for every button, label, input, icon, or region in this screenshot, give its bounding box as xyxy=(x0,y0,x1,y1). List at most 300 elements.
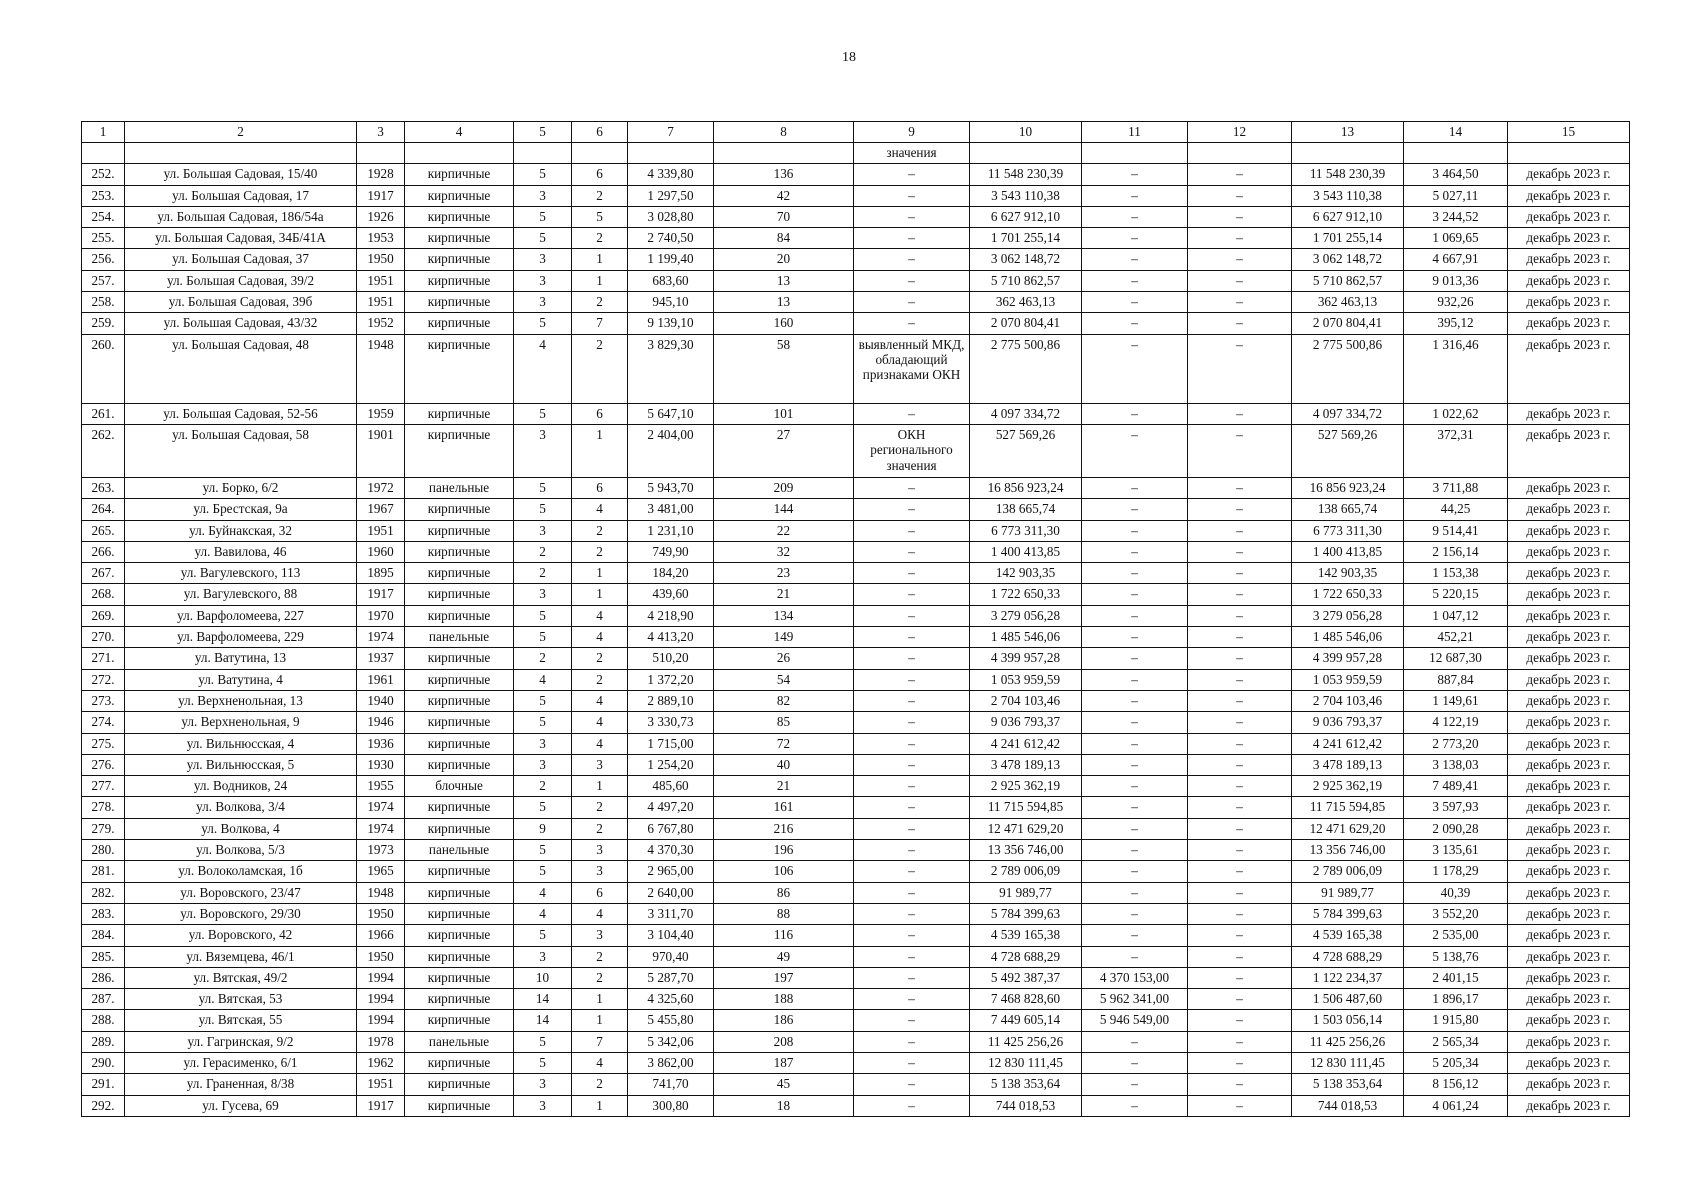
table-row xyxy=(82,520,1630,541)
table-cell: 5 xyxy=(514,605,572,626)
table-row xyxy=(82,185,1630,206)
table-cell: 452,21 xyxy=(1404,627,1508,648)
table-cell: – xyxy=(1082,882,1188,903)
table-cell: 11 548 230,39 xyxy=(970,164,1082,185)
table-cell: 527 569,26 xyxy=(970,424,1082,477)
table-cell: 2 xyxy=(572,797,628,818)
table-cell: ул. Волоколамская, 1б xyxy=(125,861,357,882)
table-cell: 3 xyxy=(514,424,572,477)
table-cell: ул. Вагулевского, 88 xyxy=(125,584,357,605)
table-row xyxy=(82,403,1630,424)
table-cell: 44,25 xyxy=(1404,499,1508,520)
table-cell: 3 062 148,72 xyxy=(970,249,1082,270)
table-cell: декабрь 2023 г. xyxy=(1508,424,1630,477)
table-cell: ул. Воровского, 29/30 xyxy=(125,903,357,924)
table-cell: 290. xyxy=(82,1052,125,1073)
table-cell: 106 xyxy=(714,861,854,882)
table-row xyxy=(82,584,1630,605)
table-cell: ул. Вагулевского, 113 xyxy=(125,563,357,584)
table-row xyxy=(82,967,1630,988)
table-cell: 3 xyxy=(514,185,572,206)
table-cell: – xyxy=(854,1052,970,1073)
table-cell: 1951 xyxy=(357,292,405,313)
table-cell: – xyxy=(1082,690,1188,711)
table-cell: – xyxy=(1082,206,1188,227)
table-cell: 285. xyxy=(82,946,125,967)
table-cell: ул. Варфоломеева, 227 xyxy=(125,605,357,626)
table-cell: 4 399 957,28 xyxy=(1292,648,1404,669)
table-cell: 5 138 353,64 xyxy=(970,1074,1082,1095)
table-cell: выявленный МКД, обладающий признаками ОКН xyxy=(854,334,970,403)
table-cell: – xyxy=(854,477,970,498)
table-cell: 3 138,03 xyxy=(1404,754,1508,775)
table-cell: кирпичные xyxy=(405,861,514,882)
table-cell: – xyxy=(1082,903,1188,924)
table-cell: – xyxy=(854,520,970,541)
table-cell: 196 xyxy=(714,840,854,861)
table-cell: 9 036 793,37 xyxy=(970,712,1082,733)
table-row xyxy=(82,946,1630,967)
table-cell: – xyxy=(1082,334,1188,403)
table-cell: – xyxy=(1188,797,1292,818)
table-cell: 1917 xyxy=(357,185,405,206)
table-cell: декабрь 2023 г. xyxy=(1508,334,1630,403)
table-cell: 1955 xyxy=(357,776,405,797)
table-cell: 9 xyxy=(514,818,572,839)
column-header: 12 xyxy=(1188,122,1292,143)
table-cell: – xyxy=(854,861,970,882)
table-cell: ул. Ватутина, 13 xyxy=(125,648,357,669)
table-cell: 4 218,90 xyxy=(628,605,714,626)
table-cell: 2 xyxy=(514,648,572,669)
table-cell: декабрь 2023 г. xyxy=(1508,563,1630,584)
table-cell: – xyxy=(1188,403,1292,424)
table-cell: 3 062 148,72 xyxy=(1292,249,1404,270)
table-cell: 3 244,52 xyxy=(1404,206,1508,227)
table-cell: 1917 xyxy=(357,584,405,605)
table-row xyxy=(82,840,1630,861)
table-cell: 72 xyxy=(714,733,854,754)
table-cell: 142 903,35 xyxy=(970,563,1082,584)
table-cell: 23 xyxy=(714,563,854,584)
table-cell: 3 478 189,13 xyxy=(1292,754,1404,775)
table-cell: – xyxy=(854,313,970,334)
table-cell: 4 667,91 xyxy=(1404,249,1508,270)
table-cell: 4 xyxy=(572,499,628,520)
table-cell xyxy=(714,143,854,164)
continuation-row xyxy=(82,143,1630,164)
table-cell: 744 018,53 xyxy=(970,1095,1082,1116)
table-cell: декабрь 2023 г. xyxy=(1508,989,1630,1010)
table-cell: – xyxy=(1188,249,1292,270)
table-cell: 32 xyxy=(714,541,854,562)
table-cell: – xyxy=(1188,424,1292,477)
table-cell: 887,84 xyxy=(1404,669,1508,690)
table-cell: 527 569,26 xyxy=(1292,424,1404,477)
table-cell: ул. Вятская, 49/2 xyxy=(125,967,357,988)
table-cell: 4 339,80 xyxy=(628,164,714,185)
table-cell: 16 856 923,24 xyxy=(1292,477,1404,498)
table-cell: 275. xyxy=(82,733,125,754)
table-cell: 255. xyxy=(82,228,125,249)
table-cell: 5 946 549,00 xyxy=(1082,1010,1188,1031)
table-cell: 932,26 xyxy=(1404,292,1508,313)
table-cell: 5 xyxy=(514,206,572,227)
table-cell xyxy=(357,143,405,164)
table-cell: – xyxy=(1188,776,1292,797)
table-cell: 1 053 959,59 xyxy=(970,669,1082,690)
table-cell: – xyxy=(1188,541,1292,562)
column-header: 5 xyxy=(514,122,572,143)
table-cell: 2 xyxy=(514,776,572,797)
table-cell: ул. Воровского, 42 xyxy=(125,925,357,946)
table-cell: 13 356 746,00 xyxy=(970,840,1082,861)
table-cell: 279. xyxy=(82,818,125,839)
table-cell: – xyxy=(1188,1031,1292,1052)
table-header xyxy=(82,122,1630,143)
table-cell: 2 889,10 xyxy=(628,690,714,711)
table-cell: 209 xyxy=(714,477,854,498)
table-cell: 5 xyxy=(514,499,572,520)
table-cell xyxy=(572,143,628,164)
table-cell: 134 xyxy=(714,605,854,626)
table-cell: – xyxy=(1082,861,1188,882)
table-cell: 2 090,28 xyxy=(1404,818,1508,839)
table-cell: – xyxy=(1188,946,1292,967)
table-cell: 2 640,00 xyxy=(628,882,714,903)
table-row xyxy=(82,903,1630,924)
table-cell: 3 279 056,28 xyxy=(1292,605,1404,626)
table-cell: ул. Гагринская, 9/2 xyxy=(125,1031,357,1052)
table-cell: 8 156,12 xyxy=(1404,1074,1508,1095)
table-cell: – xyxy=(854,776,970,797)
table-cell: – xyxy=(1082,499,1188,520)
table-cell: – xyxy=(1082,228,1188,249)
table-cell: кирпичные xyxy=(405,270,514,291)
table-cell: 88 xyxy=(714,903,854,924)
table-cell: 5 xyxy=(514,313,572,334)
table-cell: 288. xyxy=(82,1010,125,1031)
table-cell: 2 xyxy=(572,967,628,988)
table-cell: 1973 xyxy=(357,840,405,861)
table-cell: 1953 xyxy=(357,228,405,249)
table-cell: – xyxy=(1082,541,1188,562)
table-cell: – xyxy=(1188,712,1292,733)
table-cell: 3 xyxy=(514,754,572,775)
table-cell: ул. Граненная, 8/38 xyxy=(125,1074,357,1095)
table-cell: ул. Вавилова, 46 xyxy=(125,541,357,562)
table-cell: 1994 xyxy=(357,1010,405,1031)
table-cell: – xyxy=(1188,733,1292,754)
table-cell: декабрь 2023 г. xyxy=(1508,477,1630,498)
table-cell: – xyxy=(854,903,970,924)
table-row xyxy=(82,270,1630,291)
column-header: 1 xyxy=(82,122,125,143)
table-cell: 1994 xyxy=(357,967,405,988)
table-cell: 1 069,65 xyxy=(1404,228,1508,249)
table-cell: – xyxy=(854,818,970,839)
table-cell xyxy=(1082,143,1188,164)
table-cell: кирпичные xyxy=(405,669,514,690)
column-header: 11 xyxy=(1082,122,1188,143)
table-cell: 3 464,50 xyxy=(1404,164,1508,185)
housing-table xyxy=(81,121,1630,1117)
table-cell: 1 xyxy=(572,989,628,1010)
table-cell: – xyxy=(1188,334,1292,403)
table-cell: кирпичные xyxy=(405,499,514,520)
table-cell: 2 xyxy=(572,669,628,690)
table-cell: 4 xyxy=(572,733,628,754)
table-cell: ул. Брестская, 9а xyxy=(125,499,357,520)
table-row xyxy=(82,1010,1630,1031)
table-cell: кирпичные xyxy=(405,989,514,1010)
table-cell: декабрь 2023 г. xyxy=(1508,185,1630,206)
column-header: 9 xyxy=(854,122,970,143)
table-cell xyxy=(514,143,572,164)
table-cell: 2 xyxy=(514,563,572,584)
table-cell: 45 xyxy=(714,1074,854,1095)
table-cell: 5 xyxy=(514,477,572,498)
table-cell: 6 767,80 xyxy=(628,818,714,839)
table-cell: 58 xyxy=(714,334,854,403)
table-cell: 6 xyxy=(572,477,628,498)
table-row xyxy=(82,1095,1630,1116)
table-row xyxy=(82,627,1630,648)
table-cell: – xyxy=(1188,925,1292,946)
table-cell: декабрь 2023 г. xyxy=(1508,605,1630,626)
table-cell: 1936 xyxy=(357,733,405,754)
table-cell: – xyxy=(854,499,970,520)
table-cell: 5 xyxy=(514,797,572,818)
table-cell: 395,12 xyxy=(1404,313,1508,334)
table-cell: 292. xyxy=(82,1095,125,1116)
table-row xyxy=(82,882,1630,903)
table-cell: 1 722 650,33 xyxy=(1292,584,1404,605)
table-cell: – xyxy=(1188,477,1292,498)
table-cell: 2 070 804,41 xyxy=(1292,313,1404,334)
table-cell: 1959 xyxy=(357,403,405,424)
table-cell xyxy=(1508,143,1630,164)
table-cell: 1 915,80 xyxy=(1404,1010,1508,1031)
table-cell: 12 830 111,45 xyxy=(1292,1052,1404,1073)
table-cell: 10 xyxy=(514,967,572,988)
table-cell: 197 xyxy=(714,967,854,988)
table-cell: кирпичные xyxy=(405,313,514,334)
table-cell: 2 740,50 xyxy=(628,228,714,249)
table-cell: 683,60 xyxy=(628,270,714,291)
table-row xyxy=(82,861,1630,882)
table-cell: 86 xyxy=(714,882,854,903)
table-cell: 2 565,34 xyxy=(1404,1031,1508,1052)
table-cell: 3 xyxy=(514,1095,572,1116)
table-cell xyxy=(405,143,514,164)
page-number: 18 xyxy=(842,50,856,65)
table-cell: кирпичные xyxy=(405,185,514,206)
table-cell: 4 xyxy=(572,690,628,711)
table-cell: 13 xyxy=(714,292,854,313)
table-row xyxy=(82,424,1630,477)
table-cell: 4 097 334,72 xyxy=(970,403,1082,424)
table-cell: 5 205,34 xyxy=(1404,1052,1508,1073)
table-cell: – xyxy=(854,1095,970,1116)
table-cell: кирпичные xyxy=(405,249,514,270)
table-cell: кирпичные xyxy=(405,712,514,733)
table-cell: кирпичные xyxy=(405,520,514,541)
table-cell: 362 463,13 xyxy=(1292,292,1404,313)
table-cell: 289. xyxy=(82,1031,125,1052)
table-cell: декабрь 2023 г. xyxy=(1508,1052,1630,1073)
table-cell: 1 xyxy=(572,249,628,270)
table-row xyxy=(82,648,1630,669)
table-cell: 11 715 594,85 xyxy=(970,797,1082,818)
table-cell: ул. Большая Садовая, 39/2 xyxy=(125,270,357,291)
table-cell: 5 784 399,63 xyxy=(1292,903,1404,924)
table-cell: 5 784 399,63 xyxy=(970,903,1082,924)
table-cell: 1948 xyxy=(357,882,405,903)
table-cell: ул. Волкова, 5/3 xyxy=(125,840,357,861)
table-row xyxy=(82,605,1630,626)
table-cell: 4 413,20 xyxy=(628,627,714,648)
table-cell: 11 715 594,85 xyxy=(1292,797,1404,818)
table-cell: 4 728 688,29 xyxy=(970,946,1082,967)
table-cell: 6 627 912,10 xyxy=(1292,206,1404,227)
table-cell: 12 687,30 xyxy=(1404,648,1508,669)
table-cell: 252. xyxy=(82,164,125,185)
table-cell: ул. Большая Садовая, 34Б/41А xyxy=(125,228,357,249)
table-cell: 1946 xyxy=(357,712,405,733)
table-cell: 5 943,70 xyxy=(628,477,714,498)
table-cell: 259. xyxy=(82,313,125,334)
table-cell: декабрь 2023 г. xyxy=(1508,206,1630,227)
table-cell: 283. xyxy=(82,903,125,924)
table-cell: декабрь 2023 г. xyxy=(1508,776,1630,797)
table-cell: 1 701 255,14 xyxy=(1292,228,1404,249)
table-cell: ул. Водников, 24 xyxy=(125,776,357,797)
table-cell: – xyxy=(1082,776,1188,797)
table-cell: 1 xyxy=(572,1095,628,1116)
table-cell xyxy=(970,143,1082,164)
table-cell: 3 311,70 xyxy=(628,903,714,924)
table-cell: 291. xyxy=(82,1074,125,1095)
table-cell: декабрь 2023 г. xyxy=(1508,840,1630,861)
table-cell: 1 896,17 xyxy=(1404,989,1508,1010)
table-cell: 5 220,15 xyxy=(1404,584,1508,605)
table-cell: 2 925 362,19 xyxy=(970,776,1082,797)
table-cell: 4 xyxy=(514,334,572,403)
table-cell: 1940 xyxy=(357,690,405,711)
table-cell: 142 903,35 xyxy=(1292,563,1404,584)
table-cell: – xyxy=(1188,206,1292,227)
table-cell: ул. Вятская, 55 xyxy=(125,1010,357,1031)
table-cell: 5 138 353,64 xyxy=(1292,1074,1404,1095)
table-cell: декабрь 2023 г. xyxy=(1508,946,1630,967)
table-cell: – xyxy=(1082,292,1188,313)
table-cell: – xyxy=(1082,424,1188,477)
table-cell: – xyxy=(1082,270,1188,291)
table-cell: – xyxy=(1082,1095,1188,1116)
table-cell: 82 xyxy=(714,690,854,711)
table-cell: – xyxy=(1188,861,1292,882)
column-header: 7 xyxy=(628,122,714,143)
table-cell: ул. Большая Садовая, 48 xyxy=(125,334,357,403)
table-cell: панельные xyxy=(405,1031,514,1052)
table-cell: 270. xyxy=(82,627,125,648)
table-cell: 2 xyxy=(572,228,628,249)
table-cell: – xyxy=(1188,270,1292,291)
table-cell: 144 xyxy=(714,499,854,520)
table-cell: ул. Герасименко, 6/1 xyxy=(125,1052,357,1073)
table-cell: 2 xyxy=(572,946,628,967)
table-cell: блочные xyxy=(405,776,514,797)
table-cell: – xyxy=(854,584,970,605)
table-cell: – xyxy=(854,1031,970,1052)
table-cell: кирпичные xyxy=(405,754,514,775)
table-cell: – xyxy=(1082,584,1188,605)
table-cell: декабрь 2023 г. xyxy=(1508,627,1630,648)
table-cell: 4 xyxy=(514,669,572,690)
table-cell: 187 xyxy=(714,1052,854,1073)
table-cell: 9 036 793,37 xyxy=(1292,712,1404,733)
table-cell: 1 xyxy=(572,776,628,797)
table-row xyxy=(82,818,1630,839)
table-cell: 3 xyxy=(514,733,572,754)
column-header: 14 xyxy=(1404,122,1508,143)
table-cell: 1 053 959,59 xyxy=(1292,669,1404,690)
table-cell: декабрь 2023 г. xyxy=(1508,541,1630,562)
table-cell: 6 773 311,30 xyxy=(1292,520,1404,541)
table-cell: 4 370,30 xyxy=(628,840,714,861)
table-cell: 1 xyxy=(572,424,628,477)
table-cell: 1926 xyxy=(357,206,405,227)
table-cell: 1 231,10 xyxy=(628,520,714,541)
table-cell: 3 xyxy=(514,520,572,541)
table-cell: – xyxy=(854,669,970,690)
table-cell: – xyxy=(854,292,970,313)
table-cell: 2 xyxy=(572,818,628,839)
table-cell: кирпичные xyxy=(405,903,514,924)
table-cell: 4 241 612,42 xyxy=(1292,733,1404,754)
table-cell: декабрь 2023 г. xyxy=(1508,882,1630,903)
table-cell: панельные xyxy=(405,840,514,861)
table-cell: 1948 xyxy=(357,334,405,403)
table-cell: 2 704 103,46 xyxy=(1292,690,1404,711)
table-cell: 3 829,30 xyxy=(628,334,714,403)
table-cell: 2 789 006,09 xyxy=(1292,861,1404,882)
table-cell: 1917 xyxy=(357,1095,405,1116)
table-cell: 286. xyxy=(82,967,125,988)
table-cell: 6 xyxy=(572,164,628,185)
table-cell: – xyxy=(854,403,970,424)
column-header: 8 xyxy=(714,122,854,143)
table-cell: – xyxy=(854,712,970,733)
table-cell: 1 503 056,14 xyxy=(1292,1010,1404,1031)
table-cell: 510,20 xyxy=(628,648,714,669)
table-cell: ул. Буйнакская, 32 xyxy=(125,520,357,541)
table-cell: 5 xyxy=(514,164,572,185)
table-cell: 5 138,76 xyxy=(1404,946,1508,967)
table-cell: 282. xyxy=(82,882,125,903)
table-cell: ул. Борко, 6/2 xyxy=(125,477,357,498)
table-cell: кирпичные xyxy=(405,882,514,903)
table-cell: декабрь 2023 г. xyxy=(1508,690,1630,711)
table-cell: – xyxy=(1082,648,1188,669)
table-cell: 1 400 413,85 xyxy=(1292,541,1404,562)
table-cell: 14 xyxy=(514,989,572,1010)
table-cell: 3 xyxy=(514,249,572,270)
table-cell: 22 xyxy=(714,520,854,541)
table-cell: 2 925 362,19 xyxy=(1292,776,1404,797)
column-header: 3 xyxy=(357,122,405,143)
